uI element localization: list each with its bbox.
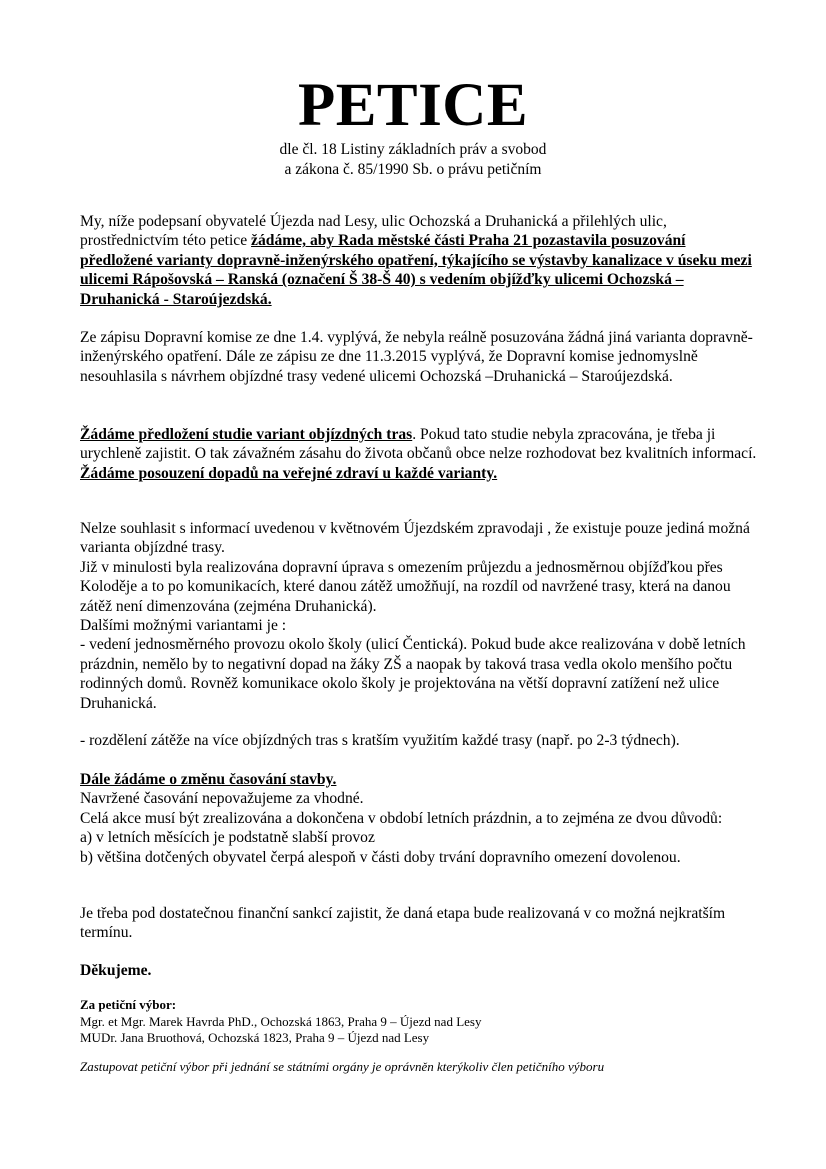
timing-line: b) většina dotčených obyvatel čerpá alespoň v části doby trvání dopravního omezení dovolenou.: [80, 848, 681, 866]
split-load-paragraph: - rozdělení zátěže na více objízdných tras s kratším využitím každé trasy (např. po 2-3 týdnech).: [80, 732, 680, 749]
sanction-paragraph: Je třeba pod dostatečnou finanční sankcí zajistit, že daná etapa bude realizovaná v co možná nejkratším termínu.: [80, 905, 726, 942]
health-demand: Žádáme posouzení dopadů na veřejné zdraví u každé varianty.: [80, 464, 498, 482]
study-demand: Žádáme předložení studie variant objízdných tras: [80, 426, 413, 443]
timing-line: a) v letních měsících je podstatně slabší provoz: [80, 829, 375, 847]
intro-demand: žádáme, aby Rada městské části Praha 21 pozastavila posuzování předložené varianty dopravně-inženýrského opatření, týkajícího se výstavby kanalizace v úseku mezi ulicemi Rápošovská – Ranská (označení Š 38-Š 40) s vedením objížďky ulicemi Ochozská – Druhanická - Staroújezdská.: [80, 232, 752, 308]
variants-line: Již v minulosti byla realizována dopravní úprava s omezením průjezdu a jednosměrnou objížďkou přes Koloděje a to po komunikacích, které danou zátěž umožňují, na rozdíl od navržené trasy, která na danou zátěž není dimenzována (zejména Druhanická).: [80, 558, 731, 615]
study-text: . Pokud tato studie nebyla zpracována, je třeba ji urychleně zajistit. O tak závažném zásahu do života občanů obce nelze rozhodovat bez kvalitních informací.: [80, 426, 757, 463]
committee-member: MUDr. Jana Bruothová, Ochozská 1823, Praha 9 – Újezd nad Lesy: [80, 1030, 430, 1045]
subtitle-line-1: dle čl. 18 Listiny základních práv a svobod: [279, 141, 547, 158]
study-paragraph: [80, 425, 760, 483]
commission-paragraph: Ze zápisu Dopravní komise ze dne 1.4. vyplývá, že nebyla reálně posuzována žádná jiná varianta dopravně-inženýrského opatření. Dále ze zápisu ze dne 11.3.2015 vyplývá, že Dopravní komise jednomyslně nesouhlasila s návrhem objízdné trasy vedené ulicemi Ochozská –Druhanická – Staroújezdská.: [80, 329, 753, 385]
page-title: PETICE: [297, 72, 529, 139]
intro-text: My, níže podepsaní obyvatelé Újezda nad Lesy, ulic Ochozská a Druhanická a přilehlých ulic, prostřednictvím této petice: [80, 213, 667, 250]
timing-line: Celá akce musí být zrealizována a dokončena v období letních prázdnin, a to zejména ze dvou důvodů:: [80, 809, 723, 827]
committee-member: Mgr. et Mgr. Marek Havrda PhD., Ochozská 1863, Praha 9 – Újezd nad Lesy: [80, 1013, 482, 1029]
variants-paragraph: [80, 519, 760, 713]
subtitle-line-2: a zákona č. 85/1990 Sb. o právu petičním: [284, 161, 542, 178]
variants-line: - vedení jednosměrného provozu okolo školy (ulicí Čentická). Pokud bude akce realizována v době letních prázdnin, nemělo by to negativní dopad na žáky ZŠ a naopak by taková trasa vedla okolo menšího počtu rodinných domů. Rovněž komunikace okolo školy je projektována na větší dopravní zatížení než ulice Druhanická.: [80, 636, 746, 712]
committee-block: [80, 997, 760, 1047]
committee-heading: Za petiční výbor:: [80, 997, 177, 1012]
timing-heading: Dále žádáme o změnu časování stavby.: [80, 771, 337, 788]
variants-line: Dalšími možnými variantami je :: [80, 617, 287, 635]
timing-paragraph: [80, 770, 760, 867]
thanks: Děkujeme.: [80, 962, 152, 979]
timing-line: Navržené časování nepovažujeme za vhodné.: [80, 790, 364, 808]
committee-note: Zastupovat petiční výbor při jednání se státními orgány je oprávněn kterýkoliv člen petičního výboru: [80, 1059, 605, 1074]
intro-paragraph: [80, 212, 760, 309]
variants-line: Nelze souhlasit s informací uvedenou v květnovém Újezdském zpravodaji , že existuje pouze jediná možná varianta objízdné trasy.: [80, 520, 750, 557]
